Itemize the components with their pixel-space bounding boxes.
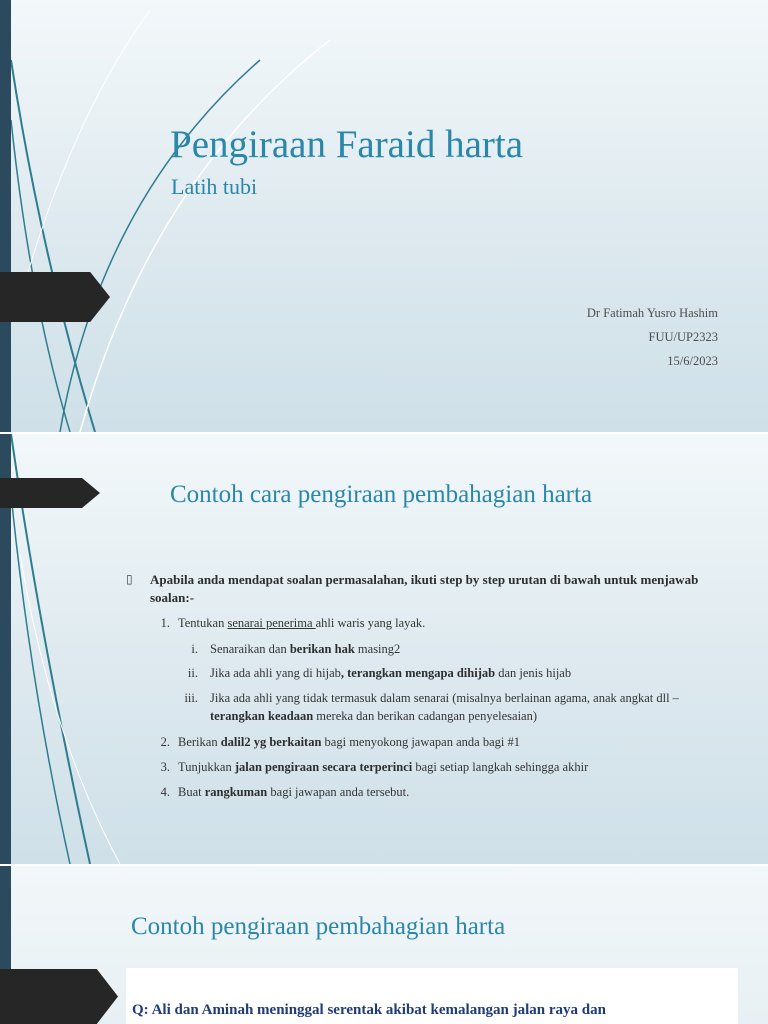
step-1-sub-i: i. Senaraikan dan berikan hak masing2 — [191, 642, 401, 656]
slide-title: Pengiraan Faraid harta — [170, 123, 524, 166]
step-4: 4. Buat rangkuman bagi jawapan anda tersebut. — [160, 785, 410, 799]
arrow-tab-decoration — [0, 478, 100, 508]
course-code: FUU/UP2323 — [648, 330, 718, 344]
slide-title: Contoh cara pengiraan pembahagian harta — [170, 481, 593, 508]
step-1: 1. Tentukan senarai penerima ahli waris yang layak. — [160, 616, 426, 630]
step-3: 3. Tunjukkan jalan pengiraan secara terperinci bagi setiap langkah sehingga akhir — [160, 760, 589, 774]
slide-1 — [0, 0, 768, 432]
left-accent-bar — [0, 0, 11, 432]
slide-title: Contoh pengiraan pembahagian harta — [131, 913, 506, 940]
presentation-date: 15/6/2023 — [667, 354, 718, 368]
decorative-curves — [0, 0, 768, 432]
bullet-icon: ▯ — [126, 572, 133, 586]
arrow-tab-decoration — [0, 272, 110, 322]
step-1-sub-ii: ii. Jika ada ahli yang di hijab, terangkan mengapa dihijab dan jenis hijab — [187, 666, 572, 680]
question-text: Q: Ali dan Aminah meninggal serentak akibat kemalangan jalan raya dan — [132, 1002, 606, 1018]
author-name: Dr Fatimah Yusro Hashim — [586, 306, 718, 320]
step-2: 2. Berikan dalil2 yg berkaitan bagi menyokong jawapan anda bagi #1 — [160, 735, 520, 749]
step-1-sub-iii: iii. Jika ada ahli yang tidak termasuk dalam senarai (misalnya berlainan agama, anak angkat dll – terangkan keadaan mereka dan berikan cadangan penyelesaian) — [184, 691, 679, 724]
instruction-bullet: ▯ Apabila anda mendapat soalan permasalahan, ikuti step by step urutan di bawah untuk menjawab soalan:- — [126, 572, 699, 606]
arrow-tab-decoration — [0, 969, 118, 1024]
slide-subtitle: Latih tubi — [171, 174, 258, 199]
